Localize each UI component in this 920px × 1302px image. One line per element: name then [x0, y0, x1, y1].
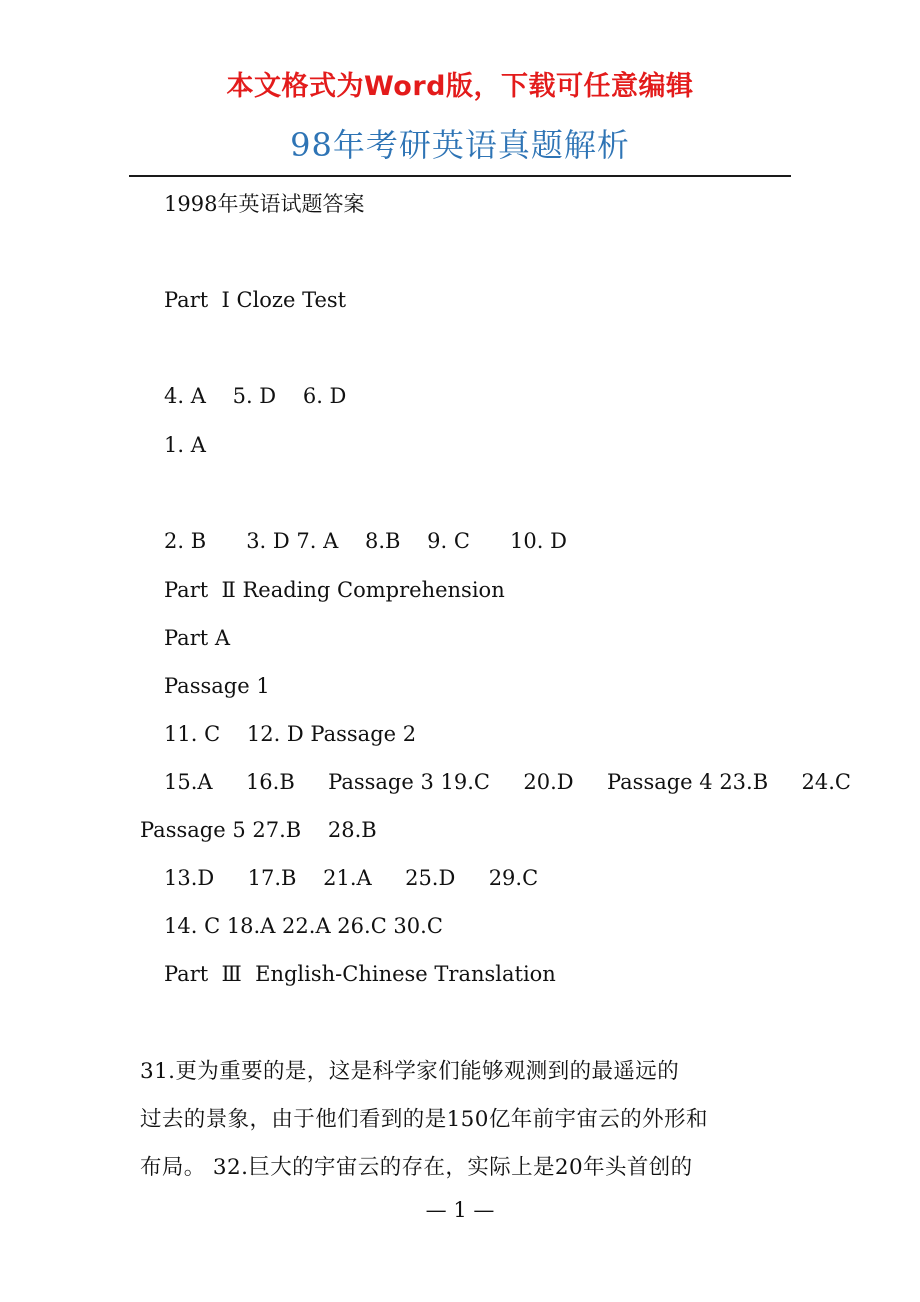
- page-number: — 1 —: [425, 1198, 495, 1222]
- passage-label: Passage 1: [164, 674, 270, 698]
- section-heading-cloze: Part Ⅰ Cloze Test: [164, 288, 347, 312]
- translation-paragraph-line: 31.更为重要的是，这是科学家们能够观测到的最遥远的: [140, 1059, 680, 1084]
- answer-line: 2. B 3. D 7. A 8.B 9. C 10. D: [164, 529, 567, 553]
- answer-line: 11. C 12. D Passage 2: [164, 722, 417, 746]
- answer-line: Passage 5 27.B 28.B: [140, 818, 377, 842]
- subsection-heading: Part A: [164, 626, 231, 650]
- answer-heading: 1998年英语试题答案: [164, 192, 365, 216]
- answer-line: 14. C 18.A 22.A 26.C 30.C: [164, 914, 443, 938]
- translation-paragraph-line: 布局。 32.巨大的宇宙云的存在，实际上是20年头首创的: [140, 1155, 693, 1180]
- answer-line: 13.D 17.B 21.A 25.D 29.C: [164, 866, 539, 890]
- document-title: 98年考研英语真题解析: [290, 126, 630, 164]
- answer-line: 1. A: [164, 433, 206, 457]
- editable-notice-banner: 本文格式为Word版，下载可任意编辑: [226, 71, 694, 102]
- translation-paragraph-line: 过去的景象，由于他们看到的是150亿年前宇宙云的外形和: [140, 1107, 708, 1132]
- title-divider: [129, 175, 791, 177]
- section-heading-reading: Part Ⅱ Reading Comprehension: [164, 578, 505, 602]
- answer-line: 4. A 5. D 6. D: [164, 384, 347, 408]
- section-heading-translation: Part Ⅲ English-Chinese Translation: [164, 962, 556, 986]
- answer-line: 15.A 16.B Passage 3 19.C 20.D Passage 4 23.B 24.C: [164, 770, 851, 794]
